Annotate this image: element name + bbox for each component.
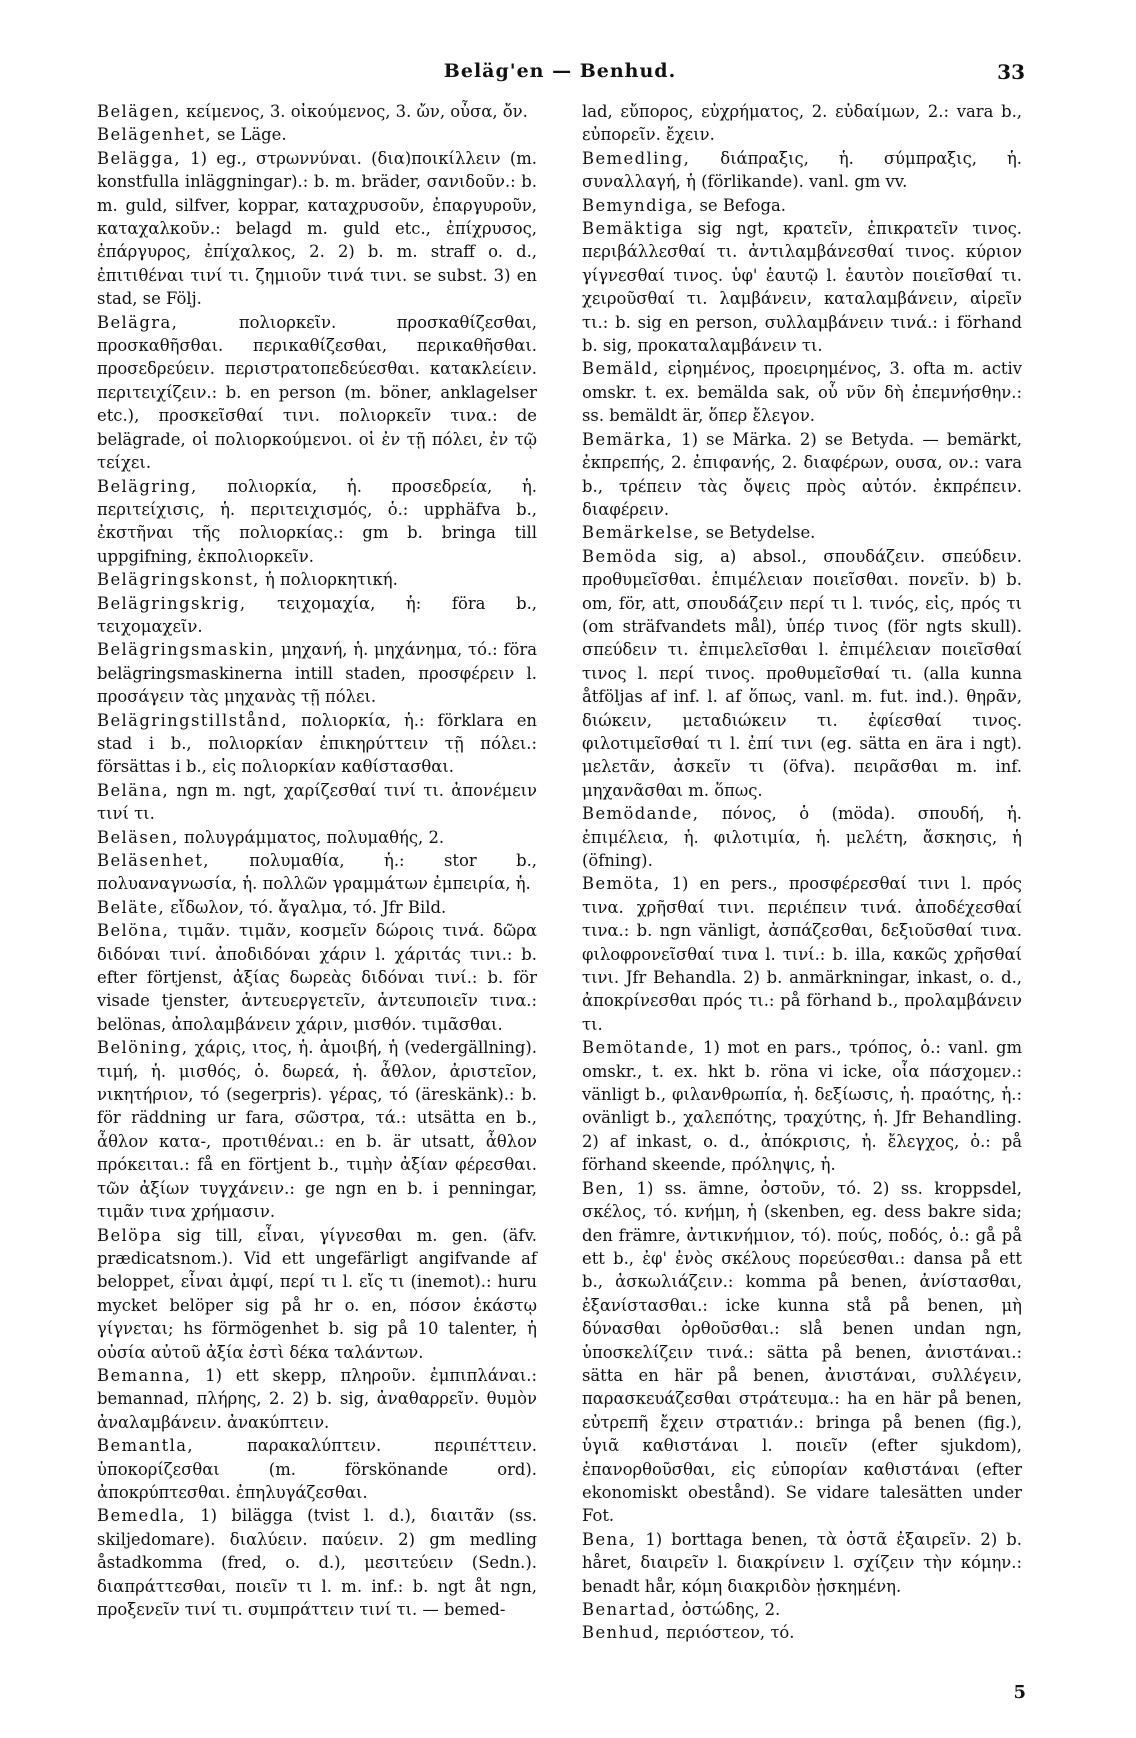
entry-headword: Beläna, (97, 780, 170, 800)
entry-headword: Bemyndiga, (582, 195, 695, 215)
entry-headword: Belägringsmaskin, (97, 640, 276, 660)
entry-headword: Bemöta, (582, 874, 661, 894)
entry-text: se Befoga. (694, 195, 786, 215)
entry-text: 1) se Märka. 2) se Betyda. — bemärkt, ἐκπρεπής, 2. ἐπιφανής, 2. διαφέρων, ουσα, ον.: vara b., τρέπειν τὰς ὄψεις πρὸς αὐτόν. ἐκπρέπειν. διαφέρειν. (582, 429, 1022, 519)
entry-headword: Beläte, (97, 897, 166, 917)
entry-headword: Beläsen, (97, 827, 179, 847)
entry-text: εἰρημένος, προειρημένος, 3. ofta m. activ omskr. t. ex. bemälda sak, οὗ νῦν δὴ ἐπεμνήσθην.: ss. bemäldt är, ὅπερ ἔλεγον. (582, 359, 1022, 426)
dictionary-entry (582, 1036, 1022, 1176)
dictionary-entry (582, 1598, 1022, 1621)
entry-headword: Belägenhet, (97, 125, 212, 145)
entry-headword: Bemäld, (582, 359, 660, 379)
entry-headword: Bemötande, (582, 1038, 696, 1058)
dictionary-entry (97, 1364, 537, 1434)
entry-text: πολιορκία, ἡ. προσεδρεία, ἡ. περιτείχισις, ἡ. περιτειχισμός, ὁ.: upphäfva b., ἐκστῆναι τῆς πολιορκίας.: gm b. bringa till uppgifning, ἐκπολιορκεῖν. (97, 476, 537, 566)
dictionary-entry (97, 638, 537, 708)
entry-headword: Belägga, (97, 148, 181, 168)
entry-text: μηχανή, ἡ. μηχάνημα, τό.: föra belägringsmaskinerna intill staden, προσφέρειν l. προσάγειν τὰς μηχανὰς τῇ πόλει. (97, 640, 537, 707)
entry-text: se Betydelse. (700, 523, 816, 543)
entry-text: περιόστεον, τό. (660, 1623, 795, 1643)
entry-headword: Bemedling, (582, 148, 691, 168)
page-header (95, 60, 1025, 90)
entry-headword: Bena, (582, 1529, 637, 1549)
entry-headword: Beläsenhet, (97, 851, 210, 870)
dictionary-entry (582, 147, 1022, 194)
dictionary-entry (97, 1434, 537, 1504)
entry-headword: Belägringskonst, (97, 570, 260, 590)
entry-text: διάπραξις, ἡ. σύμπραξις, ἡ. συναλλαγή, ἡ (förlikande). vanl. gm vv. (582, 148, 1022, 192)
dictionary-entry (582, 1528, 1022, 1598)
entry-text: πολυμαθία, ἡ.: stor b., πολυαναγνωσία, ἡ. πολλῶν γραμμάτων ἐμπειρία, ἡ. (97, 851, 537, 894)
entry-text: 1) ett skepp, πληροῦν. ἐμπιπλάναι.: bemannad, πλήρης, 2. 2) b. sig, ἀναθαρρεῖν. θυμὸν ἀναλαμβάνειν. ἀνακύπτειν. (97, 1365, 537, 1432)
dictionary-entry (97, 709, 537, 779)
dictionary-entry (582, 521, 1022, 544)
dictionary-entry (97, 123, 537, 146)
entry-text: 1) ss. ämne, ὀστοῦν, τό. 2) ss. kroppsdel, σκέλος, τό. κνήμη, ἡ (skenben, eg. dess bakre sida; den främre, ἀντικνήμιον, τό). πούς, ποδός, ὁ.: gå på ett b., ἐφ' ἑνὸς σκέλους πορεύεσθαι.: dansa på ett b., ἀσκωλιάζειν.: komma på benen, ἀνίστασθαι, ἐξανίστασθαι.: icke kunna stå på benen, μὴ δύνασθαι ὀρθοῦσθαι.: slå benen undan ngn, ὑποσκελίζειν τινά.: sätta på benen, ἀνιστάναι.: sätta en här på benen, ἀνιστάναι, συλλέγειν, παρασκευάζεσθαι στράτευμα.: ha en här på benen, εὐτρεπῆ ἔχειν στρατιάν.: bringa på benen (fig.), ὑγιᾶ καθιστάναι l. ποιεῖν (efter sjukdom), ἐπανορθοῦσθαι, εἰς εὐπορίαν καθιστάναι (efter ekonomiskt obestånd). Se vidare talesätten under Fot. (582, 1178, 1022, 1526)
entry-text: se Läge. (211, 125, 287, 145)
entry-headword: Benhud, (582, 1623, 661, 1643)
dictionary-entry (582, 1621, 1022, 1644)
dictionary-entry (97, 475, 537, 569)
entry-text: sig ngt, κρατεῖν, ἐπικρατεῖν τινος. περιβάλλεσθαί τι. ἀντιλαμβάνεσθαί τινος. κύριον γίγνεσθαί τινος. ὑφ' ἑαυτῷ l. ἑαυτὸν ποιεῖσθαί τι. χειροῦσθαί τι. λαμβάνειν, καταλαμβάνειν, αἱρεῖν τι.: b. sig en person, συλλαμβάνειν τινά.: i förhand b. sig, προκαταλαμβάνειν τι. (582, 219, 1022, 356)
dictionary-entry (582, 194, 1022, 217)
dictionary-entry (97, 592, 537, 639)
entry-headword: Belöpa (97, 1225, 163, 1245)
entry-text: ἡ πολιορκητική. (259, 570, 398, 590)
entry-headword: Bemanna, (97, 1365, 192, 1385)
dictionary-entry (97, 568, 537, 591)
dictionary-entry (97, 1224, 537, 1364)
dictionary-entry (582, 545, 1022, 802)
entry-text: lad, εὔπορος, εὐχρήματος, 2. εὐδαίμων, 2.: vara b., εὐπορεῖν. ἔχειν. (582, 102, 1022, 145)
left-column (97, 100, 537, 1621)
entry-headword: Belöna, (97, 921, 170, 941)
dictionary-entry (582, 428, 1022, 522)
entry-text: κείμενος, 3. οἰκούμενος, 3. ὤν, οὖσα, ὄν. (180, 102, 528, 121)
dictionary-entry (582, 357, 1022, 427)
dictionary-entry (97, 919, 537, 1036)
entry-text: πολιορκεῖν. προσκαθίζεσθαι, προσκαθῆσθαι. περικαθίζεσθαι, περικαθῆσθαι. προσεδρεύειν. περιστρατοπεδεύεσθαι. κατακλείειν. περιτειχίζειν.: b. en person (m. böner, anklagelser etc.), προσκεῖσθαί τινι. πολιορκεῖν τινα.: de belägrade, οἱ πολιορκούμενοι. οἱ ἐν τῇ πόλει, ἐν τῷ τείχει. (97, 312, 537, 473)
entry-text: πολιορκία, ἡ.: förklara en stad i b., πολιορκίαν ἐπικηρύττειν τῇ πόλει.: försättas i b., εἰς πολιορκίαν καθίστασθαι. (97, 710, 537, 777)
entry-headword: Bemedla, (97, 1506, 186, 1526)
entry-text: πολυγράμματος, πολυμαθής, 2. (178, 827, 445, 847)
entry-text: sig, a) absol., σπουδάζειν. σπεύδειν. προθυμεῖσθαι. ἐπιμέλειαν ποιεῖσθαι. πονεῖν. b) b. om, för, att, σπουδάζειν περί τι l. τινός, εἰς, πρός τι (om sträfvandets mål), ὑπέρ τινος (för ngts skull). σπεύδειν τι. ἐπιμελεῖσθαι l. ἐπιμέλειαν ποιεῖσθαί τινος l. περί τινος. προθυμεῖσθαί τι. (alla kunna åtföljas af inf. l. af ὅπως, vanl. m. fut. ind.). θηρᾶν, διώκειν, μεταδιώκειν τι. ἐφίεσθαί τινος. φιλοτιμεῖσθαί τι l. ἐπί τινι (eg. sätta en ära i ngt). μελετᾶν, ἀσκεῖν τι (öfva). πειρᾶσθαι m. inf. μηχανᾶσθαι m. ὅπως. (582, 546, 1022, 800)
page-number: 33 (997, 60, 1025, 84)
dictionary-entry (582, 1177, 1022, 1528)
entry-headword: Belägen, (97, 102, 181, 121)
dictionary-entry (97, 147, 537, 311)
right-column (582, 100, 1022, 1645)
entry-text: παρακαλύπτειν. περιπέττειν. ὑποκορίζεσθαι (m. förskönande ord). ἀποκρύπτεσθαι. ἐπηλυγάζεσθαι. (97, 1436, 537, 1502)
entry-text: ὀστώδης, 2. (676, 1600, 781, 1619)
dictionary-entry (582, 802, 1022, 872)
dictionary-entry (582, 100, 1022, 147)
entry-text: 1) bilägga (tvist l. d.), διαιτᾶν (ss. skiljedomare). διαλύειν. παύειν. 2) gm medling åstadkomma (fred, o. d.), μεσιτεύειν (Sedn.). διαπράττεσθαι, ποιεῖν τι l. m. inf.: b. ngt åt ngn, προξενεῖν τινί τι. συμπράττειν τινί τι. — bemed- (97, 1506, 537, 1619)
entry-headword: Benartad, (582, 1600, 677, 1619)
entry-headword: Bemärkelse, (582, 523, 701, 543)
entry-text: 1) borttaga benen, τὰ ὀστᾶ ἐξαιρεῖν. 2) b. håret, διαιρεῖν l. διακρίνειν l. σχίζειν τὴν κόμην.: benadt hår, κόμη διακριδὸν ᾐσκημένη. (582, 1529, 1022, 1596)
entry-headword: Belägringstillstånd, (97, 710, 289, 730)
dictionary-entry (582, 217, 1022, 357)
dictionary-entry (97, 826, 537, 849)
entry-text: χάρις, ιτος, ἡ. ἀμοιβή, ἡ (vedergällning). τιμή, ἡ. μισθός, ὁ. δωρεά, ἡ. ἆθλον, ἀριστεῖον, νικητήριον, τό (segerpris). γέρας, τό (äreskänk).: b. för räddning ur fara, σῶστρα, τά.: utsätta en b., ἆθλον κατα-, προτιθέναι.: en b. är utsatt, ἆθλον πρόκειται.: få en förtjent b., τιμὴν ἀξίαν φέρεσθαι. τῶν ἀξίων τυγχάνειν.: ge ngn en b. i penningar, τιμᾶν τινα χρήμασιν. (97, 1038, 537, 1222)
entry-text: 1) eg., στρωννύναι. (δια)ποικίλλειν (m. konstfulla inläggningar).: b. m. bräder, σανιδοῦν.: b. m. guld, silfver, koppar, καταχρυσοῦν, ἐπαργυροῦν, καταχαλκοῦν.: belagd m. guld etc., ἐπίχρυσος, ἐπάργυρος, ἐπίχαλκος, 2. 2) b. m. straff o. d., ἐπιτιθέναι τινί τι. ζημιοῦν τινά τινι. se subst. 3) en stad, se Följ. (97, 148, 537, 309)
entry-headword: Bemantla, (97, 1436, 195, 1456)
dictionary-entry (97, 100, 537, 123)
entry-text: τιμᾶν. τιμᾶν, κοσμεῖν δώροις τινά. δῶρα διδόναι τινί. ἀποδιδόναι χάριν l. χάριτάς τινι.: b. efter förtjenst, ἀξίας δωρεὰς διδόναι τινί.: b. för visade tjenster, ἀντευεργετεῖν, ἀντευποιεῖν τινα.: belönas, ἀπολαμβάνειν χάριν, μισθόν. τιμᾶσθαι. (97, 921, 537, 1034)
signature-mark: 5 (1013, 1682, 1026, 1703)
entry-headword: Ben, (582, 1178, 626, 1198)
entry-text: ngn m. ngt, χαρίζεσθαί τινί τι. ἀπονέμειν τινί τι. (97, 780, 537, 824)
dictionary-entry (97, 1036, 537, 1223)
entry-headword: Bemöda (582, 546, 658, 566)
running-title: Beläg'en — Benhud. (443, 60, 677, 82)
entry-text: sig till, εἶναι, γίγνεσθαι m. gen. (äfv. prædicatsnom.). Vid ett ungefärligt angifvande af beloppet, εἶναι ἀμφί, περί τι l. εἴς τι (inemot).: huru mycket belöper sig på hr o. en, πόσον ἑκάστῳ γίγνεται; hs förmögenhet b. sig på 10 talenter, ἡ οὐσία αὐτοῦ ἀξία ἐστὶ δέκα ταλάντων. (97, 1225, 537, 1362)
entry-text: εἴδωλον, τό. ἄγαλμα, τό. Jfr Bild. (165, 897, 447, 917)
entry-text: πόνος, ὁ (möda). σπουδή, ἡ. ἐπιμέλεια, ἡ. φιλοτιμία, ἡ. μελέτη, ἄσκησις, ἡ (öfning). (582, 804, 1022, 870)
dictionary-entry (97, 779, 537, 826)
entry-headword: Bemäktiga (582, 219, 684, 239)
entry-headword: Belägring, (97, 476, 198, 496)
dictionary-entry (97, 311, 537, 475)
entry-text: τειχομαχία, ἡ: föra b., τειχομαχεῖν. (97, 593, 537, 636)
entry-headword: Belöning, (97, 1038, 189, 1058)
dictionary-entry (97, 849, 537, 896)
entry-headword: Bemödande, (582, 804, 700, 824)
entry-text: 1) mot en pars., τρόπος, ὁ.: vanl. gm omskr., t. ex. hkt b. röna vi icke, οἷα πάσχομεν.: vänligt b., φιλανθρωπία, ἡ. δεξίωσις, ἡ. πραότης, ἡ.: ovänligt b., χαλεπότης, τραχύτης, ἡ. Jfr Behandling. 2) af inkast, o. d., ἀπόκρισις, ἡ. ἔλεγχος, ὁ.: på förhand skeende, πρόληψις, ἡ. (582, 1038, 1022, 1175)
entry-text: 1) en pers., προσφέρεσθαί τινι l. πρός τινα. χρῆσθαί τινι. περιέπειν τινά. ἀποδέχεσθαί τινα.: b. ngn vänligt, ἀσπάζεσθαι, δεξιοῦσθαί τινα. φιλοφρονεῖσθαί τινα l. τινί.: b. illa, κακῶς χρῆσθαί τινι. Jfr Behandla. 2) b. anmärkningar, inkast, o. d., ἀποκρίνεσθαι πρός τι.: på förhand b., προλαμβάνειν τι. (582, 874, 1022, 1034)
entry-headword: Belägringskrig, (97, 593, 247, 613)
dictionary-entry (582, 872, 1022, 1036)
dictionary-entry (97, 1504, 537, 1621)
entry-headword: Bemärka, (582, 429, 674, 449)
entry-headword: Belägra, (97, 312, 179, 332)
dictionary-entry (97, 896, 537, 919)
